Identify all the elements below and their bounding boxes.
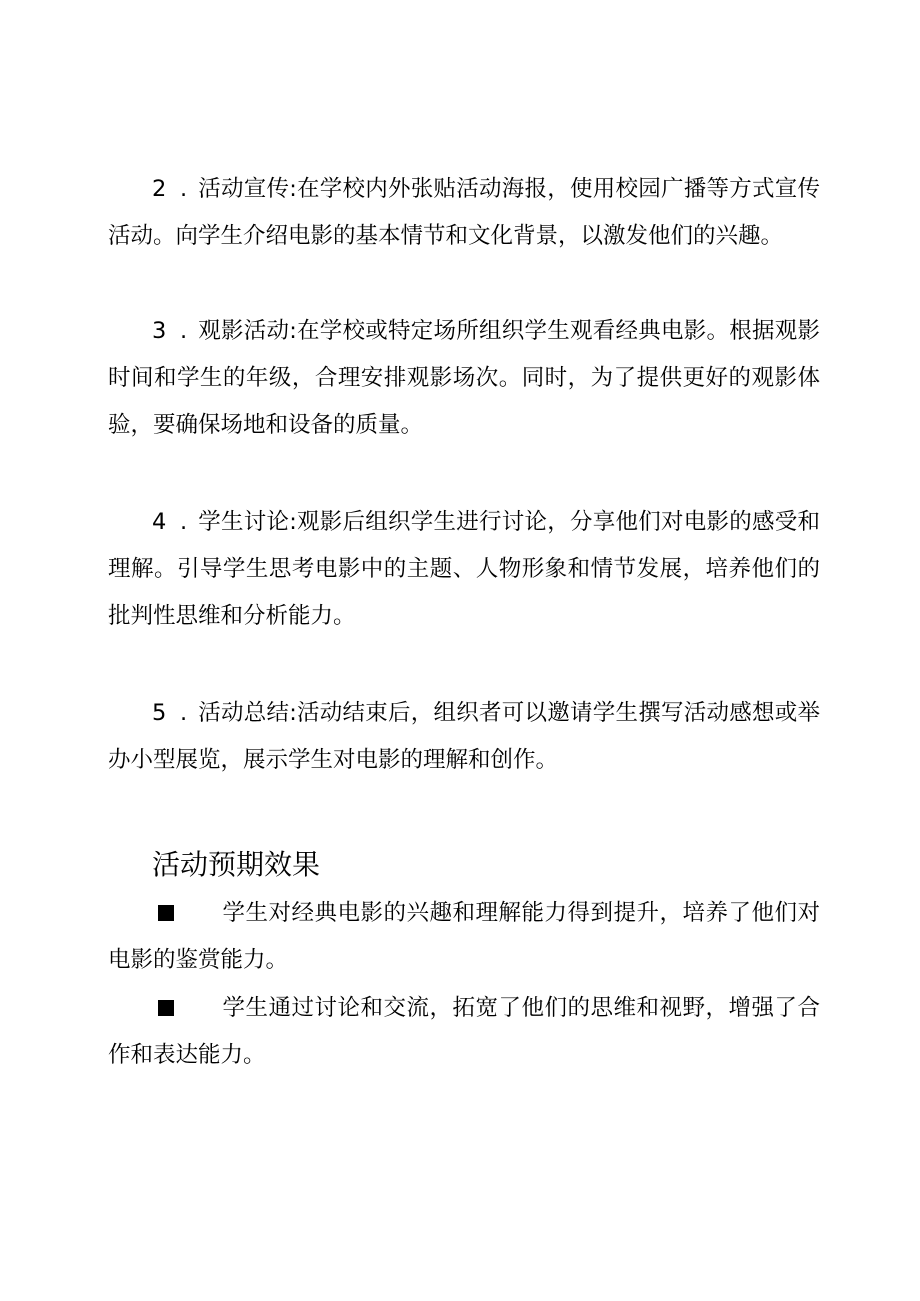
bullet-text: 学生通过讨论和交流，拓宽了他们的思维和视野，增强了合作和表达能力。 [108, 995, 820, 1068]
section-number: 3 [152, 318, 167, 344]
section-5 [108, 690, 820, 784]
section-number: 2 [152, 176, 167, 202]
section-text: 在学校或特定场所组织学生观看经典电影。根据观影时间和学生的年级，合理安排观影场次。同时，为了提供更好的观影体验，要确保场地和设备的质量。 [108, 318, 820, 438]
section-title: 活动宣传: [198, 176, 297, 202]
section-number: 4 [152, 509, 167, 535]
section-text: 在学校内外张贴活动海报，使用校园广播等方式宣传活动。向学生介绍电影的基本情节和文化背景，以激发他们的兴趣。 [108, 176, 820, 249]
square-bullet-icon [158, 1000, 174, 1016]
section-text: 观影后组织学生进行讨论，分享他们对电影的感受和理解。引导学生思考电影中的主题、人物形象和情节发展，培养他们的批判性思维和分析能力。 [108, 509, 820, 629]
square-bullet-icon [158, 905, 174, 921]
section-heading: 活动预期效果 [152, 848, 321, 881]
section-text: 活动结束后，组织者可以邀请学生撰写活动感想或举办小型展览，展示学生对电影的理解和创作。 [108, 700, 820, 773]
section-dot: . [180, 176, 188, 202]
section-3 [108, 308, 820, 449]
section-title: 活动总结: [198, 700, 297, 726]
bullet-item-1 [108, 890, 820, 984]
section-dot: . [180, 700, 188, 726]
section-dot: . [180, 318, 188, 344]
bullet-text: 学生对经典电影的兴趣和理解能力得到提升，培养了他们对电影的鉴赏能力。 [108, 900, 820, 973]
section-4 [108, 499, 820, 640]
section-title: 观影活动: [198, 318, 297, 344]
section-dot: . [180, 509, 188, 535]
section-number: 5 [152, 700, 167, 726]
bullet-item-2 [108, 985, 820, 1079]
section-title: 学生讨论: [198, 509, 297, 535]
section-2 [108, 166, 820, 260]
